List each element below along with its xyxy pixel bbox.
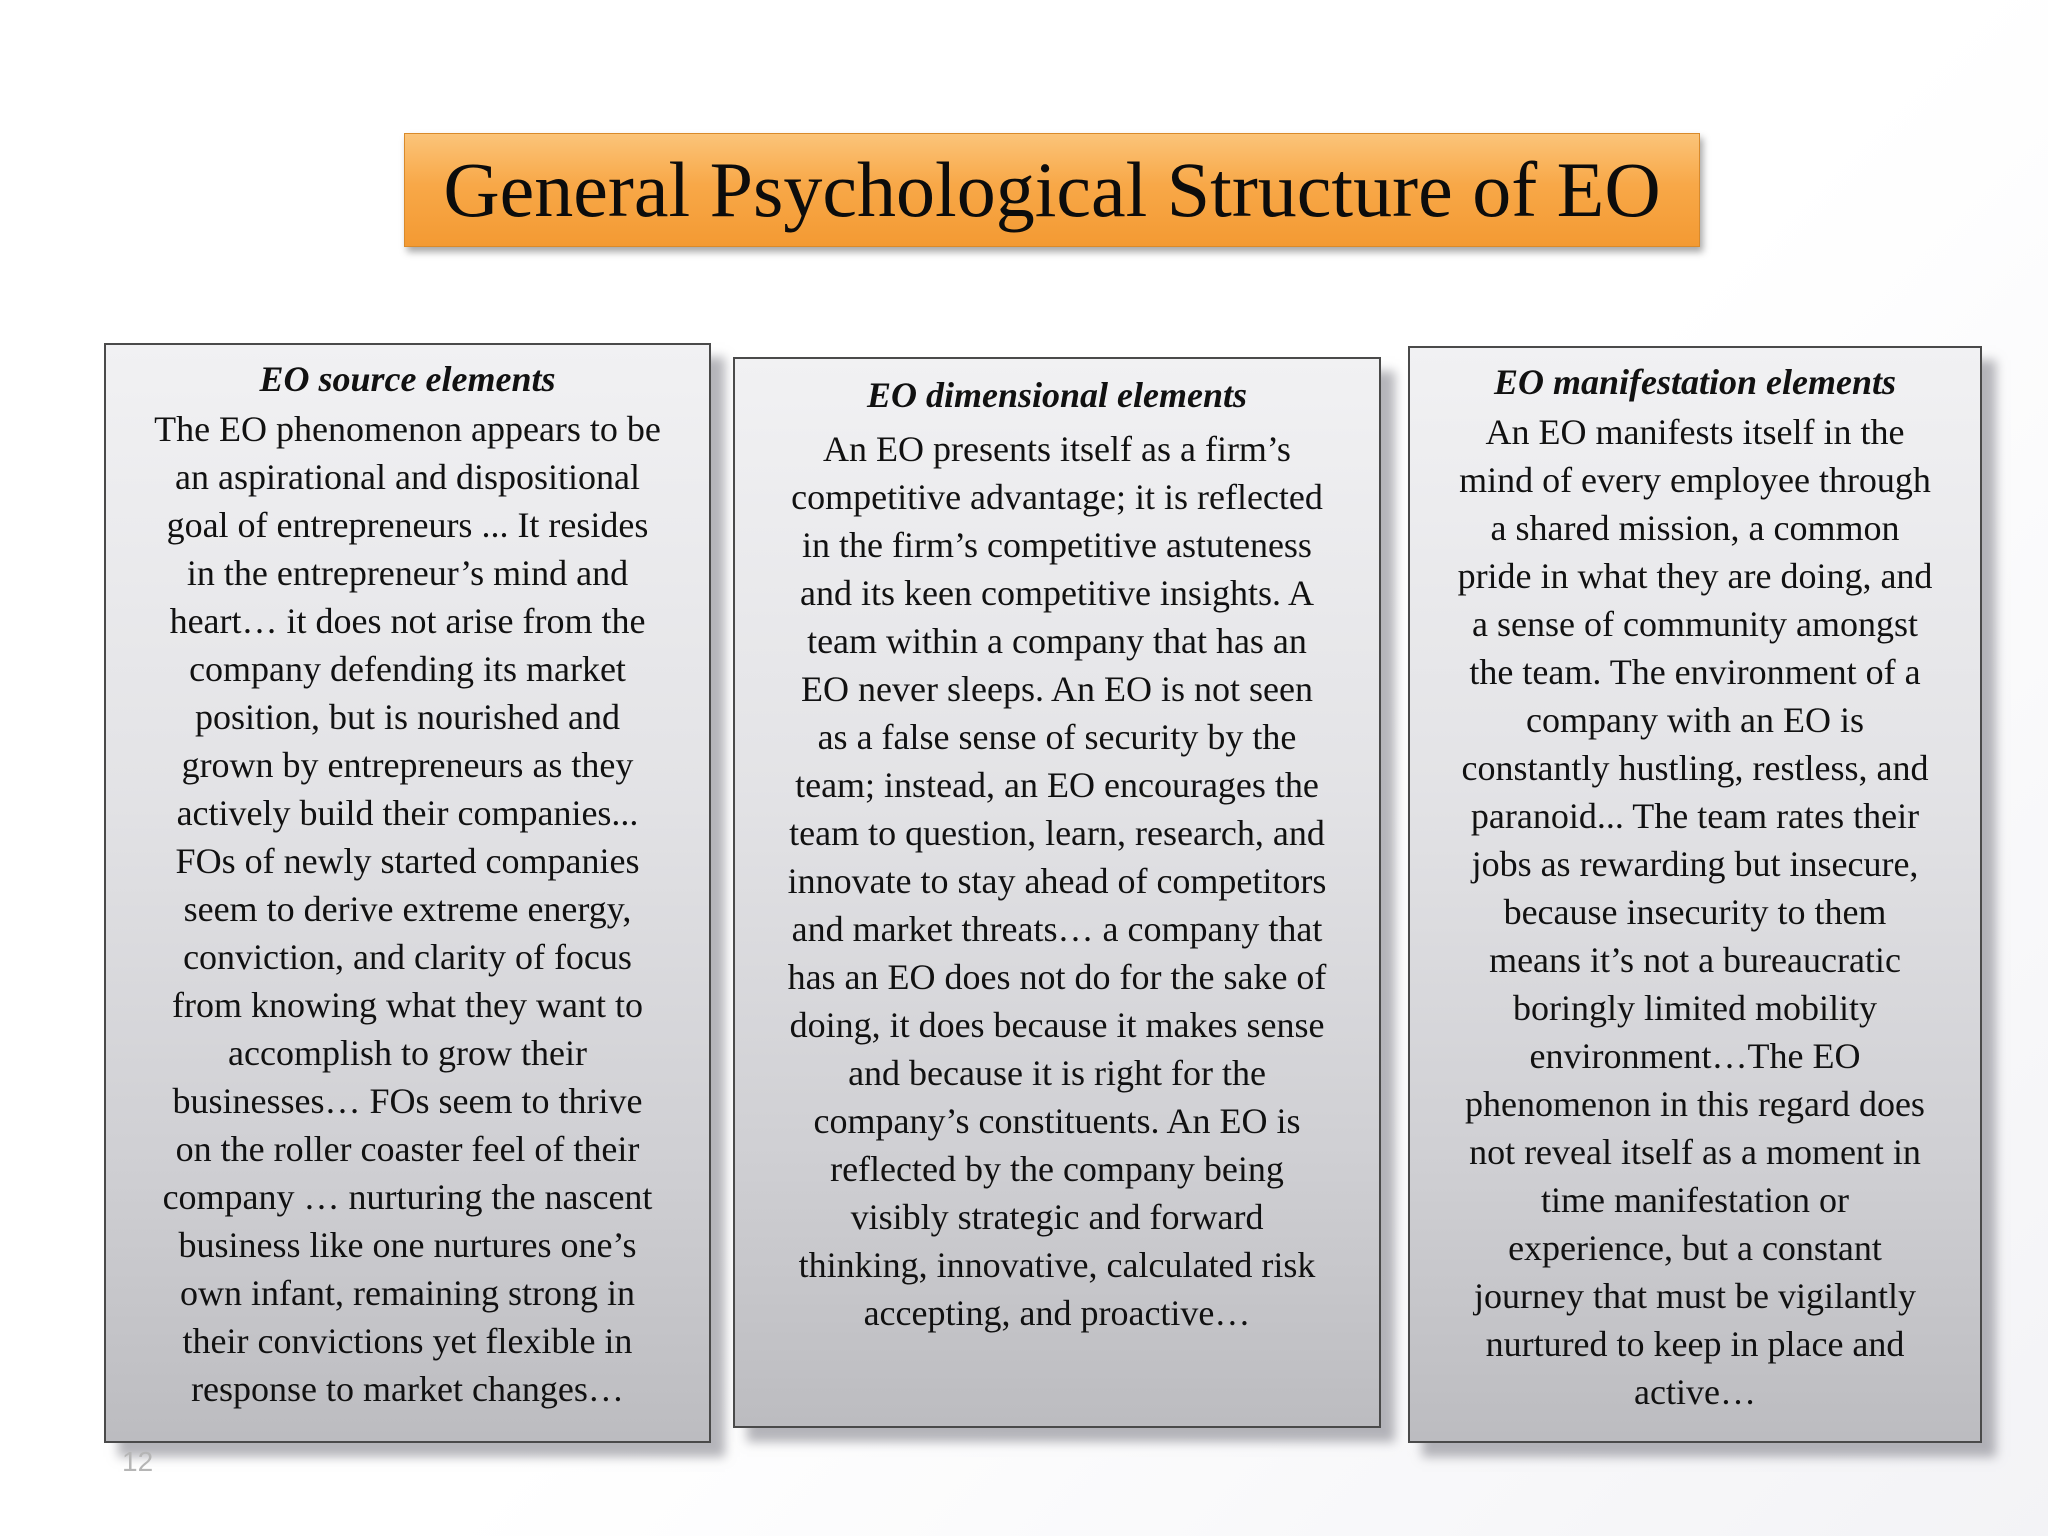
eo-source-elements-panel [104,343,711,1443]
dimensional-panel-body: An EO presents itself as a firm’s competitive advantage; it is reflected in the firm’s competitive astuteness and its keen competitive insights. A team within a company that has an EO never sleeps. An EO is not seen as a false sense of security by the team; instead, an EO encourages the team to question, learn, research, and innovate to stay ahead of competitors and market threats… a company that has an EO does not do for the sake of doing, it does because it makes sense and because it is right for the company’s constituents. An EO is reflected by the company being visibly strategic and forward thinking, innovative, calculated risk accepting, and proactive… [787,429,1327,1333]
eo-dimensional-elements-panel [733,357,1381,1428]
slide-page-number: 12 [122,1446,154,1477]
manifestation-panel-heading: EO manifestation elements [1493,362,1896,402]
source-panel-heading: EO source elements [259,359,556,399]
eo-manifestation-elements-panel [1408,346,1982,1443]
source-panel-body: The EO phenomenon appears to be an aspirational and dispositional goal of entrepreneurs ... It resides in the entrepreneur’s mind and heart… it does not arise from the company defending its market position, but is nourished and grown by entrepreneurs as they actively build their companies... FOs of newly started companies seem to derive extreme energy, conviction, and clarity of focus from knowing what they want to accomplish to grow their businesses… FOs seem to thrive on the roller coaster feel of their company … nurturing the nascent business like one nurtures one’s own infant, remaining strong in their convictions yet flexible in response to market changes… [154,409,661,1409]
dimensional-panel-heading: EO dimensional elements [866,375,1248,415]
slide-title: General Psychological Structure of EO [443,146,1661,233]
slide-title-banner [404,133,1700,247]
manifestation-panel-body: An EO manifests itself in the mind of every employee through a shared mission, a common pride in what they are doing, and a sense of community amongst the team. The environment of a company with an EO is constantly hustling, restless, and paranoid... The team rates their jobs as rewarding but insecure, because insecurity to them means it’s not a bureaucratic boringly limited mobility environment…The EO phenomenon in this regard does not reveal itself as a moment in time manifestation or experience, but a constant journey that must be vigilantly nurtured to keep in place and active… [1457,412,1933,1412]
